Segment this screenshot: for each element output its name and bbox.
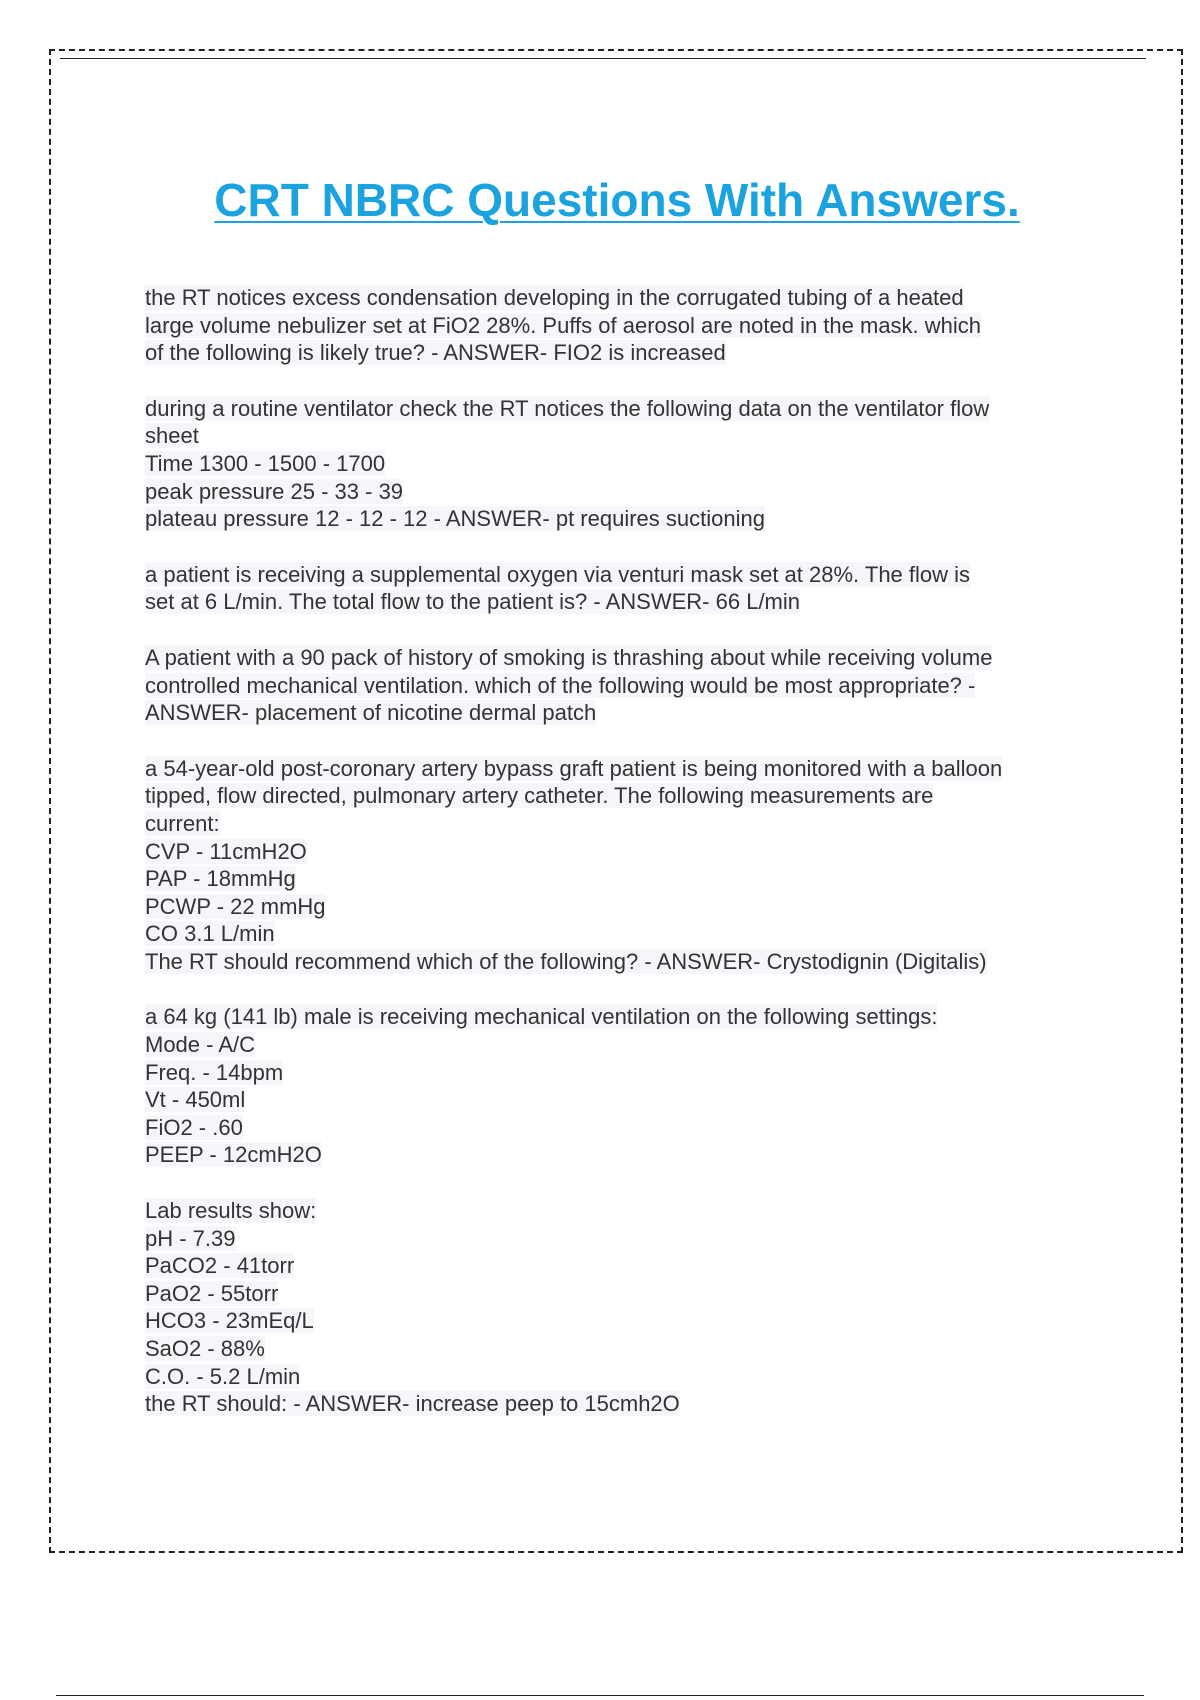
qa-line: Time 1300 - 1500 - 1700: [145, 450, 386, 476]
qa-line: FiO2 - .60: [145, 1114, 243, 1140]
qa-line: SaO2 - 88%: [145, 1336, 265, 1361]
qa-line: CVP - 11cmH2O: [145, 838, 307, 864]
header-rule: [60, 58, 1146, 59]
qa-item: [145, 755, 1100, 976]
qa-line: PaCO2 - 41torr: [145, 1253, 295, 1279]
qa-line: The RT should recommend which of the following? - ANSWER- Crystodignin (Digitalis): [145, 948, 987, 974]
qa-line: large volume nebulizer set at FiO2 28%. Puffs of aerosol are noted in the mask. which: [145, 312, 982, 338]
qa-line: the RT notices excess condensation developing in the corrugated tubing of a heated: [145, 285, 964, 310]
qa-item: [145, 1003, 1100, 1169]
qa-item: [145, 284, 1100, 367]
qa-line: PaO2 - 55torr: [145, 1280, 279, 1306]
qa-line: tipped, flow directed, pulmonary artery catheter. The following measurements are: [145, 783, 934, 809]
qa-line: the RT should: - ANSWER- increase peep to 15cmh2O: [145, 1391, 680, 1417]
qa-item: [145, 395, 1100, 533]
document-title: CRT NBRC Questions With Answers.: [214, 174, 1020, 226]
qa-line: Vt - 450ml: [145, 1087, 246, 1113]
qa-line: current:: [145, 810, 220, 836]
qa-line: PEEP - 12cmH2O: [145, 1142, 322, 1168]
qa-line: peak pressure 25 - 33 - 39: [145, 478, 404, 504]
qa-line: C.O. - 5.2 L/min: [145, 1363, 301, 1389]
qa-line: Mode - A/C: [145, 1032, 256, 1058]
qa-line: PCWP - 22 mmHg: [145, 893, 326, 919]
qa-line: plateau pressure 12 - 12 - 12 - ANSWER- pt requires suctioning: [145, 506, 765, 532]
qa-line: a 64 kg (141 lb) male is receiving mechanical ventilation on the following settings:: [145, 1004, 938, 1030]
qa-line: ANSWER- placement of nicotine dermal patch: [145, 700, 597, 726]
qa-line: of the following is likely true? - ANSWER- FIO2 is increased: [145, 340, 726, 366]
qa-line: sheet: [145, 423, 199, 449]
qa-line: set at 6 L/min. The total flow to the patient is? - ANSWER- 66 L/min: [145, 589, 801, 615]
qa-item: [145, 561, 1100, 616]
qa-line: PAP - 18mmHg: [145, 866, 296, 892]
qa-line: pH - 7.39: [145, 1225, 236, 1251]
qa-list: [145, 284, 1100, 1446]
footer-rule: [56, 1695, 1144, 1696]
qa-line: Freq. - 14bpm: [145, 1059, 284, 1085]
qa-item: [145, 644, 1100, 727]
qa-line: a 54-year-old post-coronary artery bypass graft patient is being monitored with a balloon: [145, 755, 1003, 781]
qa-line: a patient is receiving a supplemental oxygen via venturi mask set at 28%. The flow is: [145, 561, 971, 587]
qa-line: Lab results show:: [145, 1198, 317, 1224]
qa-item: [145, 1197, 1100, 1418]
qa-line: A patient with a 90 pack of history of smoking is thrashing about while receiving volume: [145, 644, 993, 670]
qa-line: during a routine ventilator check the RT notices the following data on the ventilator flow: [145, 395, 990, 421]
qa-line: CO 3.1 L/min: [145, 921, 275, 947]
qa-line: controlled mechanical ventilation. which of the following would be most appropriate? -: [145, 672, 976, 698]
qa-line: HCO3 - 23mEq/L: [145, 1308, 314, 1334]
